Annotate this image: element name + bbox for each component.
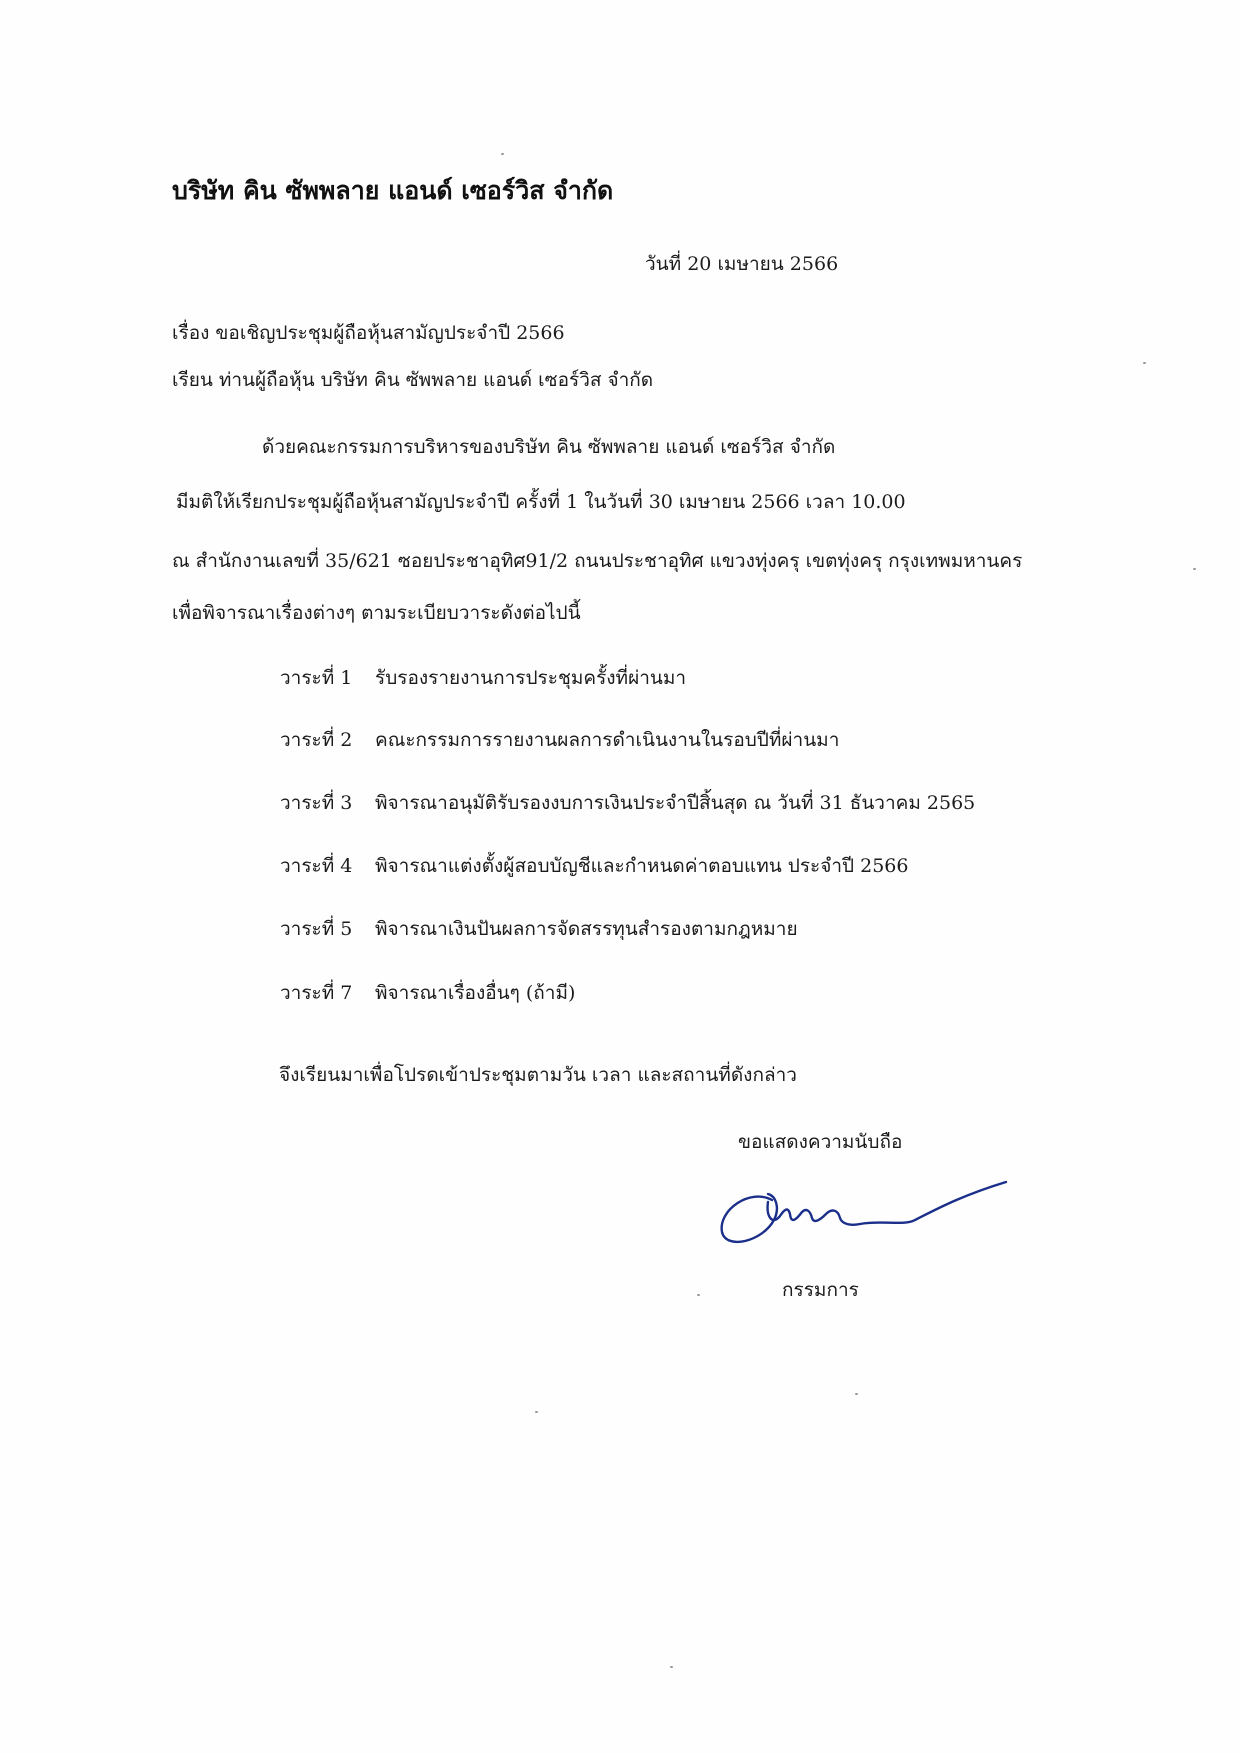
scan-speck [1193,568,1196,570]
scan-speck [697,1294,700,1296]
agenda-item-label: วาระที่ 4 [280,855,353,877]
scan-speck [855,1393,858,1395]
agenda-item-text: คณะกรรมการรายงานผลการดำเนินงานในรอบปีที่ผ่านมา [375,729,840,751]
agenda-item-label: วาระที่ 7 [280,982,353,1004]
agenda-item-text: พิจารณาเรื่องอื่นๆ (ถ้ามี) [375,982,576,1004]
signer-title: กรรมการ [782,1279,859,1301]
scan-speck [1143,362,1146,364]
scan-speck [501,153,504,155]
intro-line: ด้วยคณะกรรมการบริหารของบริษัท คิน ซัพพลาย แอนด์ เซอร์วิส จำกัด [262,436,836,458]
agenda-item-label: วาระที่ 2 [280,729,353,751]
letter-date: วันที่ 20 เมษายน 2566 [645,253,839,275]
intro-line: ณ สำนักงานเลขที่ 35/621 ซอยประชาอุทิศ91/2 ถนนประชาอุทิศ แขวงทุ่งครุ เขตทุ่งครุ กรุงเทพมหานคร [172,550,1023,572]
agenda-item-label: วาระที่ 1 [280,667,353,689]
company-title: บริษัท คิน ซัพพลาย แอนด์ เซอร์วิส จำกัด [172,176,614,205]
intro-line: มีมติให้เรียกประชุมผู้ถือหุ้นสามัญประจำปี ครั้งที่ 1 ในวันที่ 30 เมษายน 2566 เวลา 10.00 [176,491,906,513]
agenda-item-label: วาระที่ 5 [280,918,353,940]
scan-speck [670,1666,673,1668]
agenda-item-text: พิจารณาเงินปันผลการจัดสรรทุนสำรองตามกฎหมาย [375,918,798,940]
agenda-item-text: พิจารณาแต่งตั้งผู้สอบบัญชีและกำหนดค่าตอบแทน ประจำปี 2566 [375,855,909,877]
subject-line: เรื่อง ขอเชิญประชุมผู้ถือหุ้นสามัญประจำปี 2566 [172,322,565,344]
scan-speck [535,1411,538,1413]
closing-regards: ขอแสดงความนับถือ [738,1131,903,1153]
agenda-item-text: พิจารณาอนุมัติรับรองงบการเงินประจำปีสิ้นสุด ณ วันที่ 31 ธันวาคม 2565 [375,792,976,814]
signature [710,1180,1020,1260]
intro-line: เพื่อพิจารณาเรื่องต่างๆ ตามระเบียบวาระดังต่อไปนี้ [172,602,581,624]
closing-line: จึงเรียนมาเพื่อโปรดเข้าประชุมตามวัน เวลา และสถานที่ดังกล่าว [279,1064,797,1086]
agenda-item-label: วาระที่ 3 [280,792,353,814]
recipient-line: เรียน ท่านผู้ถือหุ้น บริษัท คิน ซัพพลาย แอนด์ เซอร์วิส จำกัด [172,369,654,391]
agenda-item-text: รับรองรายงานการประชุมครั้งที่ผ่านมา [375,667,687,689]
